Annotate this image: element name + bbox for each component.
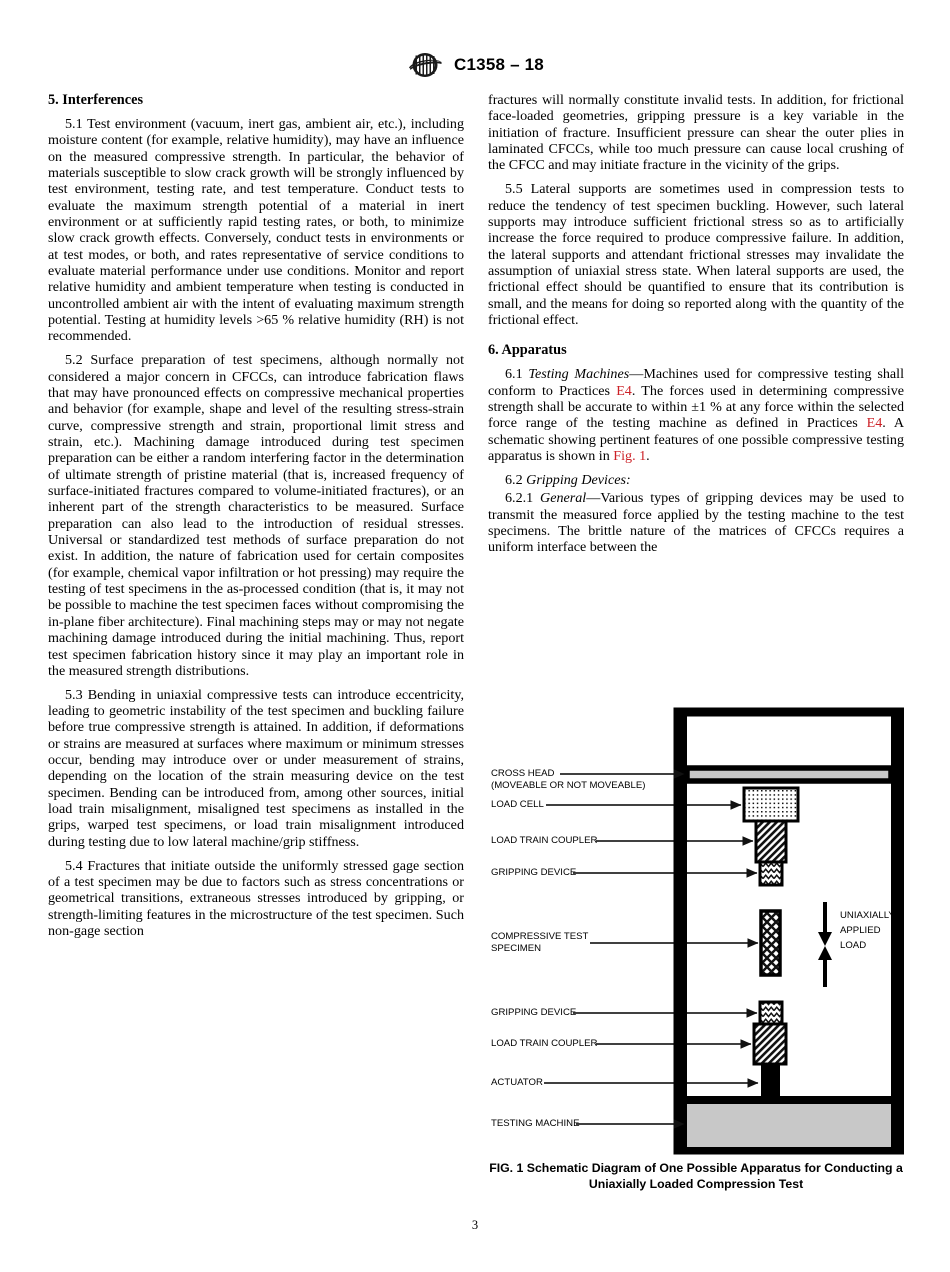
- paragraph-5-4: 5.4 Fractures that initiate outside the uniformly stressed gage section of a test specimen may be due to factors such as stress concentrations or geometrical transitions, extraneous stresses introduced by gripping, or strength-limiting features in the microstructure of the test specimen. Such non-gage section: [48, 857, 464, 939]
- paragraph-6-2-number: 6.2: [505, 471, 527, 488]
- paragraph-6-1-text-1: —Machines used for compressive testing shall conform to Practices: [488, 366, 905, 399]
- label-cross-head-sub: [491, 780, 645, 791]
- figure-1: [488, 706, 904, 1192]
- paragraph-6-1-text-2: . The forces used in determining compressive strength shall be accurate to within ±1 % at any force within the selected force range of the testing machine as defined in Practices: [488, 382, 904, 432]
- figure-1-caption: FIG. 1 Schematic Diagram of One Possible Apparatus for Conducting a Uniaxially Loaded Compression Test: [489, 1161, 903, 1191]
- label-load-train-coupler-bottom: [491, 1038, 597, 1049]
- label-load-train-coupler-top: [491, 835, 597, 846]
- label-gripping-device-top: [491, 867, 576, 878]
- paragraph-5-3: 5.3 Bending in uniaxial compressive tests can introduce eccentricity, leading to geometric instability of the test specimen and buckling failure before true compressive strength is attained. In addition, if deformations or strains are measured at surfaces where maximum or minimum stresses occur, bending may introduce over or under measurement of strains, depending on the location of the strain measuring device on the test specimen. Bending can be introduced from, among other sources, initial load train misalignment, misaligned test specimens as installed in the grips, warped test specimens, or load train misalignment introduced during testing due to low lateral machine/grip stiffness.: [48, 686, 464, 850]
- label-uniaxial-load-line3-text: LOAD: [840, 940, 867, 951]
- paragraph-6-1-text-3: . A schematic showing pertinent features of one possible compressive testing apparatus is shown in: [488, 415, 904, 465]
- astm-logo-icon: [406, 52, 444, 78]
- label-actuator: [491, 1077, 543, 1088]
- paragraph-6-1-text-4: .: [646, 448, 650, 465]
- label-testing-machine-text: TESTING MACHINE: [491, 1118, 580, 1129]
- link-e4-first[interactable]: E4: [616, 382, 632, 399]
- right-text-column: [488, 92, 904, 556]
- page-number: 3: [471, 1218, 479, 1232]
- paragraph-5-2: 5.2 Surface preparation of test specimens, although normally not considered a major concern in CFCCs, can introduce fabrication flaws that may have pronounced effects on compressive mechanical properties and behavior (for example, shape and level of the resulting stress-strain curve, compressive strength and strain, proportional limit stress and strain, etc.). Machining damage introduced during test specimen preparation can be either a random interfering factor in the determination of ultimate strength of pristine material (that is, increased frequency of surface-initiated fractures compared to volume-initiated fractures), or an inherent part of the strength characteristics to be measured. Surface preparation can also lead to the introduction of residual stresses. Universal or standardized test methods of surface preparation do not exist. In addition, the nature of fabrication used for certain composites (for example, chemical vapor infiltration or hot pressing) may require the testing of test specimens in the as-processed condition (that is, it may not be possible to machine the test specimen faces without compromising the in-plane fiber architecture). Final machining steps may or may not negate machining damage introduced during the initial machining. Thus, report test specimen fabrication history since it may play an important role in the measured strength distributions.: [48, 352, 464, 679]
- label-cross-head: [491, 768, 554, 779]
- link-fig-1[interactable]: Fig. 1: [613, 448, 647, 465]
- page-header: [0, 52, 950, 78]
- link-e4-second[interactable]: E4: [866, 415, 883, 432]
- label-cross-head-line1: CROSS HEAD: [491, 768, 555, 779]
- label-compressive-test-specimen: [491, 931, 588, 942]
- label-uniaxial-load-line1-text: UNIAXIALLY-: [840, 910, 898, 921]
- document-id: C1358 – 18: [454, 55, 544, 74]
- paragraph-6-1-number: 6.1: [505, 366, 529, 383]
- label-compressive-test-line1: COMPRESSIVE TEST: [491, 931, 589, 942]
- paragraph-6-2-1-text: —Various types of gripping devices may be used to transmit the measured force applied by the testing machine to the test specimens. The brittle nature of the matrices of CFCCs requires a uniform interface between the: [488, 490, 904, 556]
- paragraph-6-1-italic-lead: Testing Machines: [528, 366, 630, 383]
- label-compressive-test-line2: SPECIMEN: [491, 943, 542, 954]
- label-actuator-text: ACTUATOR: [491, 1077, 543, 1088]
- label-load-cell-text: LOAD CELL: [491, 799, 544, 810]
- label-cross-head-line2: (MOVEABLE OR NOT MOVEABLE): [491, 780, 646, 791]
- section-heading-6: 6. Apparatus: [488, 342, 567, 359]
- label-gripping-device-bottom-text: GRIPPING DEVICE: [491, 1007, 577, 1018]
- paragraph-5-5: 5.5 Lateral supports are sometimes used in compression tests to reduce the tendency of test specimen buckling. However, such lateral supports may introduce sufficient frictional stress so as to artificially increase the force required to produce compressive failure. In addition, the lateral supports and attendant frictional stresses may invalidate the assumption of uniaxial stress state. When lateral supports are used, the frictional effect should be quantified to ensure that its contribution is small, and the means for doing so reported along with the quantity of the frictional effect.: [488, 181, 904, 328]
- label-gripping-device-top-text: GRIPPING DEVICE: [491, 867, 577, 878]
- label-testing-machine: [491, 1118, 579, 1129]
- label-load-cell: [491, 799, 544, 810]
- paragraph-6-1: [488, 366, 904, 464]
- paragraph-6-2-1-italic-lead: General: [540, 490, 587, 507]
- paragraph-6-2: [488, 472, 904, 488]
- label-uniaxial-load-line2-text: APPLIED: [840, 925, 881, 936]
- label-gripping-device-bottom: [491, 1007, 576, 1018]
- label-uniaxial-load-line2: [840, 925, 881, 936]
- label-uniaxial-load-line1: [840, 910, 897, 921]
- paragraph-6-2-italic-lead: Gripping Devices:: [526, 471, 631, 488]
- paragraph-6-2-1: [488, 490, 904, 555]
- label-compressive-test-specimen-sub: [491, 943, 541, 954]
- section-heading-5: 5. Interferences: [48, 92, 144, 108]
- paragraph-5-4-continued: fractures will normally constitute invalid tests. In addition, for frictional face-loaded geometries, gripping pressure is a key variable in the initiation of fracture. Insufficient pressure can shear the outer plies in laminated CFCCs, while too much pressure can cause local crushing of the CFCC and may initiate fracture in the vicinity of the grips.: [488, 92, 904, 174]
- paragraph-5-1: 5.1 Test environment (vacuum, inert gas, ambient air, etc.), including moisture content (for example, relative humidity), may have an influence on the measured compressive strength. In particular, the behavior of materials susceptible to slow crack growth will be strongly influenced by test environment, testing rate, and test temperature. Conduct tests to evaluate the maximum strength potential of a material in inert environment or at sufficiently rapid testing rates, or both, to minimize slow crack growth effects. Conversely, conduct tests in environments or at test modes, or both, and rates representative of service conditions to evaluate material performance under use conditions. Monitor and report relative humidity and ambient temperature when testing is conducted in uncontrolled ambient air with the intent of evaluating maximum strength potential. Testing at humidity levels >65 % relative humidity (RH) is not recommended.: [48, 116, 464, 345]
- paragraph-6-2-1-number: 6.2.1: [505, 490, 541, 507]
- figure-1-diagram: [488, 706, 904, 1156]
- label-uniaxial-load-line3: [840, 940, 866, 951]
- label-load-train-coupler-bottom-text: LOAD TRAIN COUPLER: [491, 1038, 598, 1049]
- label-load-train-coupler-top-text: LOAD TRAIN COUPLER: [491, 835, 598, 846]
- left-text-column: [48, 92, 464, 939]
